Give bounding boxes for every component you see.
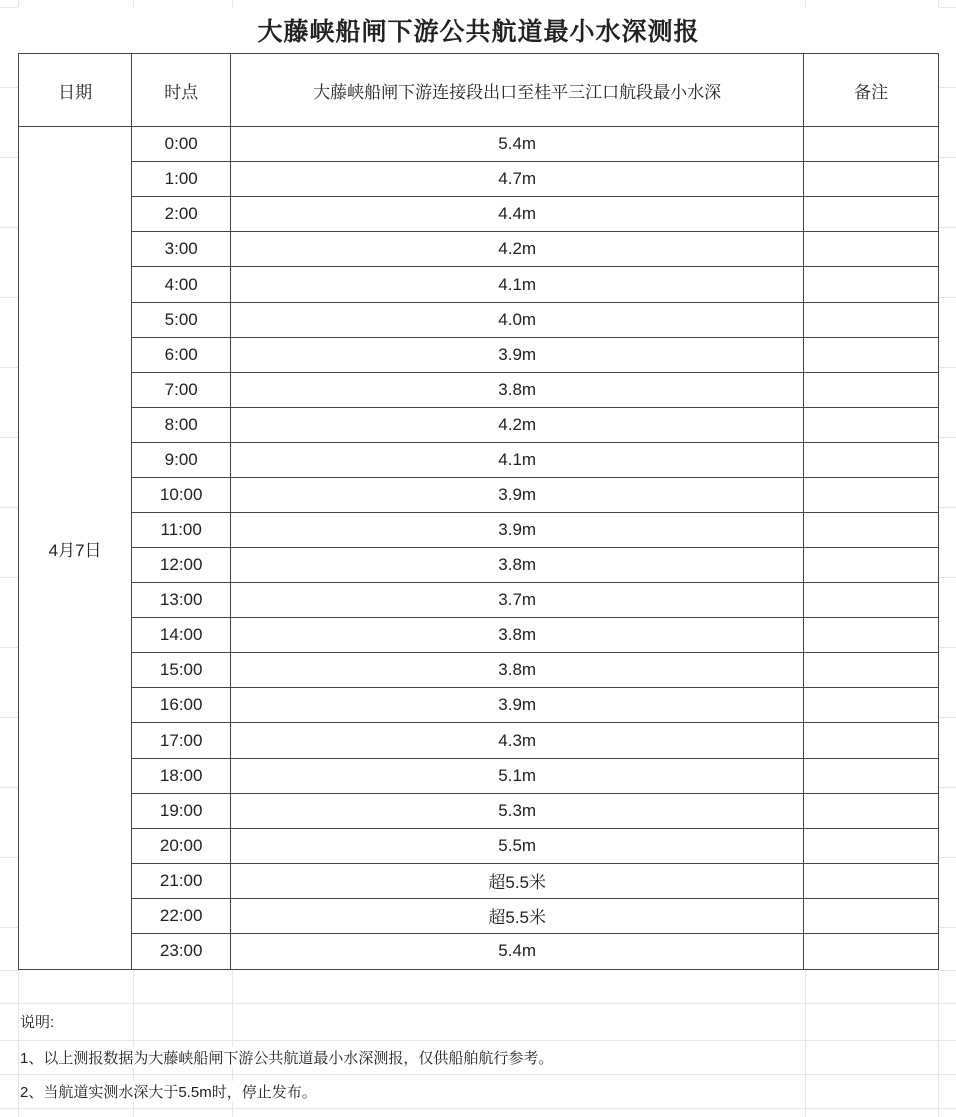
time-cell: 13:00 bbox=[132, 583, 231, 618]
time-cell: 1:00 bbox=[132, 162, 231, 197]
depth-cell: 4.4m bbox=[231, 197, 804, 232]
remark-cell bbox=[804, 653, 938, 688]
depth-cell: 5.3m bbox=[231, 794, 804, 829]
time-cell: 16:00 bbox=[132, 688, 231, 723]
remark-cell bbox=[804, 408, 938, 443]
notes-heading bbox=[20, 1003, 60, 1040]
depth-cell: 5.1m bbox=[231, 759, 804, 794]
remark-cell bbox=[804, 478, 938, 513]
remark-cell bbox=[804, 513, 938, 548]
note-line-2-text: 2、当航道实测水深大于5.5m时，停止发布。 bbox=[20, 1081, 323, 1102]
depth-cell: 5.5m bbox=[231, 829, 804, 864]
depth-cell: 4.1m bbox=[231, 267, 804, 302]
depth-cell: 5.4m bbox=[231, 127, 804, 162]
time-cell: 6:00 bbox=[132, 338, 231, 373]
time-cell: 12:00 bbox=[132, 548, 231, 583]
remark-cell bbox=[804, 373, 938, 408]
depth-cell: 3.9m bbox=[231, 338, 804, 373]
time-cell: 19:00 bbox=[132, 794, 231, 829]
depth-cell: 超5.5米 bbox=[231, 899, 804, 934]
time-cell: 9:00 bbox=[132, 443, 231, 478]
depth-cell: 3.9m bbox=[231, 688, 804, 723]
depth-cell: 3.9m bbox=[231, 513, 804, 548]
column-header-time: 时点 bbox=[132, 54, 231, 127]
date-cell: 4月7日 bbox=[19, 127, 132, 969]
sheet-gridline bbox=[939, 18, 956, 970]
depth-cell: 3.8m bbox=[231, 653, 804, 688]
depth-cell: 4.3m bbox=[231, 723, 804, 758]
time-cell: 4:00 bbox=[132, 267, 231, 302]
time-cell: 0:00 bbox=[132, 127, 231, 162]
remark-cell bbox=[804, 829, 938, 864]
page-title: 大藤峡船闸下游公共航道最小水深测报 bbox=[18, 7, 939, 53]
depth-cell: 3.8m bbox=[231, 548, 804, 583]
remark-cell bbox=[804, 618, 938, 653]
time-cell: 17:00 bbox=[132, 723, 231, 758]
depth-cell: 3.7m bbox=[231, 583, 804, 618]
column-header-remark: 备注 bbox=[804, 54, 938, 127]
remark-cell bbox=[804, 759, 938, 794]
sheet-gridline bbox=[805, 0, 806, 7]
remark-cell bbox=[804, 688, 938, 723]
depth-cell: 5.4m bbox=[231, 934, 804, 969]
column-header-date: 日期 bbox=[19, 54, 132, 127]
remark-cell bbox=[804, 127, 938, 162]
sheet-gridline bbox=[133, 0, 134, 7]
remark-cell bbox=[804, 443, 938, 478]
remark-cell bbox=[804, 548, 938, 583]
remark-cell bbox=[804, 232, 938, 267]
remark-cell bbox=[804, 338, 938, 373]
depth-cell: 3.9m bbox=[231, 478, 804, 513]
time-cell: 11:00 bbox=[132, 513, 231, 548]
remark-cell bbox=[804, 899, 938, 934]
sheet-gridline bbox=[18, 970, 19, 1117]
column-header-depth: 大藤峡船闸下游连接段出口至桂平三江口航段最小水深 bbox=[231, 54, 804, 127]
remark-cell bbox=[804, 197, 938, 232]
sheet-gridline bbox=[805, 970, 806, 1117]
time-cell: 21:00 bbox=[132, 864, 231, 899]
depth-cell: 4.2m bbox=[231, 232, 804, 267]
sheet-gridline bbox=[0, 1108, 956, 1109]
sheet-gridline bbox=[0, 18, 18, 970]
note-line-2 bbox=[20, 1074, 323, 1108]
sheet-gridline bbox=[939, 970, 956, 971]
notes-heading-text: 说明: bbox=[20, 1011, 60, 1032]
time-cell: 14:00 bbox=[132, 618, 231, 653]
sheet-gridline bbox=[0, 1003, 956, 1004]
sheet-gridline bbox=[232, 0, 233, 7]
time-cell: 2:00 bbox=[132, 197, 231, 232]
depth-cell: 超5.5米 bbox=[231, 864, 804, 899]
depth-cell: 3.8m bbox=[231, 373, 804, 408]
depth-table bbox=[18, 53, 939, 970]
note-line-1 bbox=[20, 1040, 559, 1074]
time-cell: 3:00 bbox=[132, 232, 231, 267]
time-cell: 5:00 bbox=[132, 303, 231, 338]
depth-cell: 4.0m bbox=[231, 303, 804, 338]
depth-cell: 4.1m bbox=[231, 443, 804, 478]
time-cell: 22:00 bbox=[132, 899, 231, 934]
time-cell: 15:00 bbox=[132, 653, 231, 688]
remark-cell bbox=[804, 583, 938, 618]
time-cell: 7:00 bbox=[132, 373, 231, 408]
remark-cell bbox=[804, 162, 938, 197]
remark-cell bbox=[804, 794, 938, 829]
time-cell: 23:00 bbox=[132, 934, 231, 969]
time-cell: 10:00 bbox=[132, 478, 231, 513]
remark-cell bbox=[804, 267, 938, 302]
depth-cell: 4.2m bbox=[231, 408, 804, 443]
time-cell: 18:00 bbox=[132, 759, 231, 794]
note-line-1-text: 1、以上测报数据为大藤峡船闸下游公共航道最小水深测报，仅供船舶航行参考。 bbox=[20, 1047, 559, 1068]
sheet-gridline bbox=[0, 970, 18, 971]
depth-cell: 3.8m bbox=[231, 618, 804, 653]
time-cell: 20:00 bbox=[132, 829, 231, 864]
remark-cell bbox=[804, 864, 938, 899]
sheet-gridline bbox=[938, 970, 939, 1117]
depth-cell: 4.7m bbox=[231, 162, 804, 197]
remark-cell bbox=[804, 934, 938, 969]
remark-cell bbox=[804, 303, 938, 338]
remark-cell bbox=[804, 723, 938, 758]
time-cell: 8:00 bbox=[132, 408, 231, 443]
